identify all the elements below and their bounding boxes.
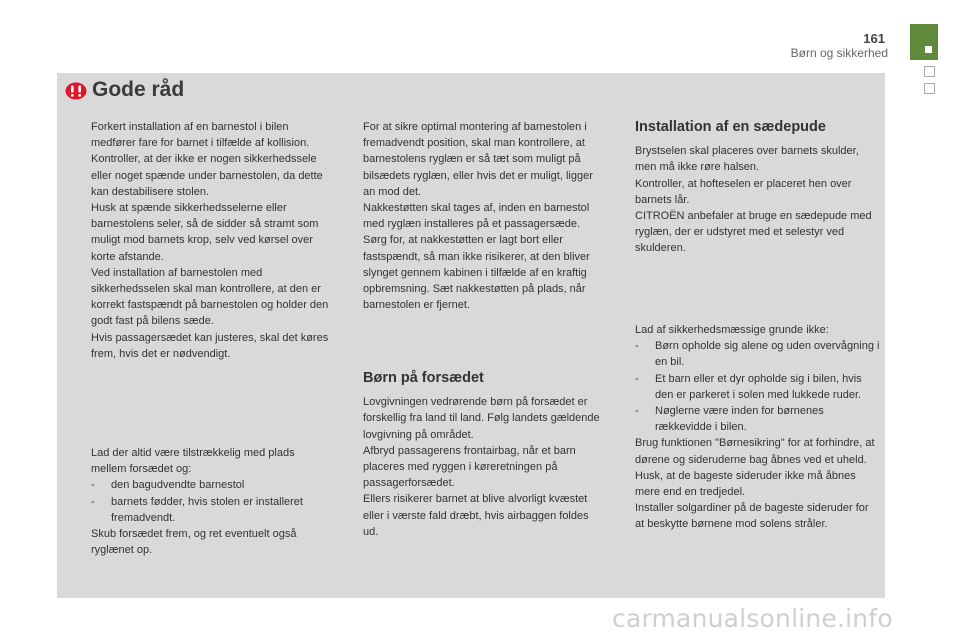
column-2-lower [363,370,603,540]
paragraph: Sørg for, at nakkestøtten er lagt bort eller fastspændt, så man ikke risikerer, at den bliver slynget gennem kabinen i tilfælde af en kraftig opbremsning. Sæt nakkestøtten på plads, når barnestolen er fjernet. [363,234,590,312]
paragraph: Kontroller, at hofteselen er placeret hen over barnets lår. [635,177,852,206]
dash-list [91,477,331,526]
paragraph: For at sikre optimal montering af barnestolen i fremadvendt position, skal man kontrollere, at barnestolens ryglæn er så tæt som muligt på bilsædets ryglæn, eller hvis det er muligt, ligger an mod det. [363,121,593,198]
column-3 [635,119,880,257]
column-1 [91,119,331,362]
paragraph: Lovgivningen vedrørende børn på forsædet er forskellig fra land til land. Følg landets gældende lovgivning på området. [363,396,600,441]
paragraph: Ved installation af barnestolen med sikkerhedsselen skal man kontrollere, at den er korrekt fastspændt på barnestolen og holder den godt fast på bilens sæde. [91,266,329,328]
paragraph: Afbryd passagerens frontairbag, når et barn placeres med ryggen i køreretningen på passagerforsædet. [363,444,576,490]
list-item: - Børn opholde sig alene og uden overvågning i en bil. [635,338,880,370]
paragraph: Brug funktionen "Børnesikring" for at forhindre, at dørene og sideruderne bag åbnes ved et uheld. [635,437,875,466]
chapter-tab [910,24,938,60]
paragraph: Nakkestøtten skal tages af, inden en barnestol med ryglæn installeres på et passagersæde. [363,202,590,231]
section-title: Gode råd [92,78,185,101]
paragraph: Brystselen skal placeres over barnets skulder, men må ikke røre halsen. [635,145,859,174]
warning-exclamation-icon [65,82,87,100]
paragraph: Lad af sikkerhedsmæssige grunde ikke: [635,324,829,336]
paragraph: Forkert installation af en barnestol i bilen medfører fare for barnet i tilfælde af kollision. [91,121,310,150]
paragraph: Husk at spænde sikkerhedsselerne eller barnestolens seler, så de sidder så stramt som muligt mod barnets krop, selv ved kørsel over korte afstande. [91,202,319,263]
paragraph: Husk, at de bageste sideruder ikke må åbnes mere end en tredjedel. [635,469,856,499]
dash-list [635,338,880,435]
tab-square-icon [925,46,932,53]
chapter-marker-icon [924,83,935,94]
subsection-heading: Børn på forsædet [363,370,484,386]
paragraph: CITROËN anbefaler at bruge en sædepude med ryglæn, der er udstyret med et selestyr ved skulderen. [635,210,872,255]
subsection-heading: Installation af en sædepude [635,119,826,135]
watermark: carmanualsonline.info [612,604,893,633]
paragraph: Skub forsædet frem, og ret eventuelt også ryglænet op. [91,528,297,557]
paragraph: Lad der altid være tilstrækkelig med plads mellem forsædet og: [91,447,295,476]
column-3-lower [635,322,880,533]
paragraph: Kontroller, at der ikke er nogen sikkerhedssele eller noget spænde under barnestolen, da dette kan destabilisere stolen. [91,153,323,198]
column-2 [363,119,603,313]
chapter-marker-icon [924,66,935,77]
paragraph: Ellers risikerer barnet at blive alvorligt kvæstet eller i værste fald dræbt, hvis airbaggen foldes ud. [363,493,589,538]
page-number: 161 [863,31,885,46]
list-item: - den bagudvendte barnestol [91,477,331,493]
list-item: - Et barn eller et dyr opholde sig i bilen, hvis den er parkeret i solen med lukkede ruder. [635,371,880,403]
chapter-title: Børn og sikkerhed [790,46,888,60]
list-item: - barnets fødder, hvis stolen er installeret fremadvendt. [91,494,331,526]
column-1-lower [91,445,331,558]
list-item: - Nøglerne være inden for børnenes rækkevidde i bilen. [635,403,880,435]
paragraph: Installer solgardiner på de bageste sideruder for at beskytte børnene mod solens stråler. [635,502,869,531]
paragraph: Hvis passagersædet kan justeres, skal det køres frem, hvis det er nødvendigt. [91,331,329,360]
